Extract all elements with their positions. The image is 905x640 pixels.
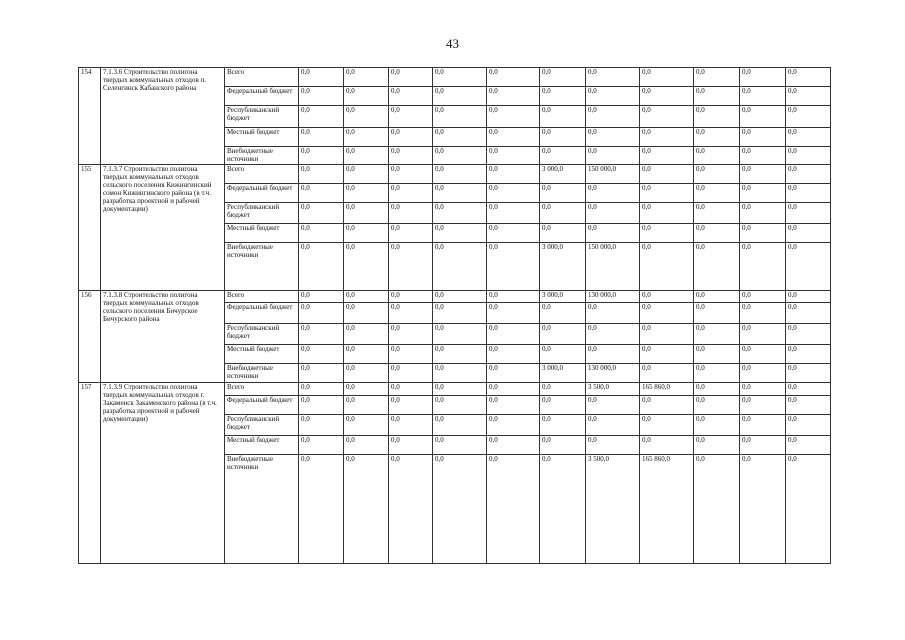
value-cell: 0,0: [586, 224, 640, 243]
value-cell: 0,0: [433, 436, 487, 455]
value-cell: 0,0: [487, 87, 540, 106]
funding-source: Федеральный бюджет: [225, 396, 299, 415]
value-cell: 0,0: [694, 87, 740, 106]
value-cell: 0,0: [740, 303, 786, 324]
value-cell: 0,0: [299, 203, 344, 224]
value-cell: 0,0: [640, 243, 694, 291]
value-cell: 0,0: [740, 324, 786, 345]
value-cell: 0,0: [487, 383, 540, 396]
row-number: 156: [79, 291, 101, 383]
value-cell: 0,0: [640, 345, 694, 364]
measure-title: 7.1.3.8 Строительство полигона твердых коммунальных отходов сельского поселения Бичурское Бичурского района: [101, 291, 225, 383]
value-cell: 0,0: [640, 364, 694, 383]
value-cell: 0,0: [740, 128, 786, 147]
value-cell: 165 860,0: [640, 455, 694, 564]
value-cell: 0,0: [640, 291, 694, 303]
funding-source: Всего: [225, 383, 299, 396]
value-cell: 0,0: [740, 455, 786, 564]
value-cell: 0,0: [344, 455, 389, 564]
value-cell: 0,0: [786, 291, 831, 303]
value-cell: 0,0: [487, 243, 540, 291]
value-cell: 0,0: [740, 68, 786, 87]
value-cell: 0,0: [540, 184, 586, 203]
value-cell: 150 000,0: [586, 243, 640, 291]
value-cell: 0,0: [487, 324, 540, 345]
value-cell: 0,0: [640, 415, 694, 436]
value-cell: 0,0: [694, 396, 740, 415]
value-cell: 0,0: [786, 415, 831, 436]
table-row: [79, 291, 831, 303]
value-cell: 0,0: [487, 106, 540, 128]
value-cell: 0,0: [740, 87, 786, 106]
value-cell: 0,0: [694, 243, 740, 291]
value-cell: 0,0: [740, 415, 786, 436]
funding-source: Внебюджетные источники: [225, 243, 299, 291]
value-cell: 0,0: [694, 415, 740, 436]
value-cell: 150 000,0: [586, 165, 640, 184]
value-cell: 0,0: [540, 396, 586, 415]
value-cell: 0,0: [389, 147, 433, 165]
value-cell: 0,0: [433, 203, 487, 224]
value-cell: 0,0: [299, 68, 344, 87]
value-cell: 0,0: [694, 147, 740, 165]
value-cell: 0,0: [389, 364, 433, 383]
value-cell: 0,0: [694, 128, 740, 147]
value-cell: 3 000,0: [540, 364, 586, 383]
value-cell: 0,0: [640, 68, 694, 87]
value-cell: 0,0: [344, 243, 389, 291]
funding-source: Республиканский бюджет: [225, 324, 299, 345]
value-cell: 0,0: [540, 455, 586, 564]
value-cell: 0,0: [389, 324, 433, 345]
value-cell: 0,0: [299, 184, 344, 203]
value-cell: 0,0: [344, 87, 389, 106]
value-cell: 3 500,0: [586, 455, 640, 564]
value-cell: 0,0: [389, 383, 433, 396]
value-cell: 0,0: [344, 415, 389, 436]
value-cell: 0,0: [640, 303, 694, 324]
value-cell: 130 000,0: [586, 291, 640, 303]
value-cell: 0,0: [389, 165, 433, 184]
value-cell: 0,0: [299, 165, 344, 184]
value-cell: 0,0: [786, 383, 831, 396]
value-cell: 0,0: [586, 415, 640, 436]
value-cell: 0,0: [299, 243, 344, 291]
value-cell: 0,0: [299, 436, 344, 455]
value-cell: 0,0: [740, 383, 786, 396]
funding-source: Внебюджетные источники: [225, 364, 299, 383]
value-cell: 0,0: [640, 87, 694, 106]
value-cell: 0,0: [586, 436, 640, 455]
value-cell: 0,0: [433, 455, 487, 564]
value-cell: 0,0: [433, 243, 487, 291]
value-cell: 0,0: [487, 291, 540, 303]
funding-source: Республиканский бюджет: [225, 203, 299, 224]
value-cell: 0,0: [487, 184, 540, 203]
funding-source: Республиканский бюджет: [225, 415, 299, 436]
value-cell: 0,0: [433, 324, 487, 345]
value-cell: 0,0: [344, 184, 389, 203]
funding-source: Федеральный бюджет: [225, 184, 299, 203]
value-cell: 0,0: [740, 203, 786, 224]
value-cell: 0,0: [344, 396, 389, 415]
value-cell: 0,0: [344, 383, 389, 396]
value-cell: 0,0: [487, 203, 540, 224]
value-cell: 0,0: [433, 415, 487, 436]
value-cell: 0,0: [487, 436, 540, 455]
row-number: 157: [79, 383, 101, 564]
value-cell: 0,0: [586, 184, 640, 203]
value-cell: 0,0: [694, 383, 740, 396]
value-cell: 0,0: [299, 396, 344, 415]
value-cell: 0,0: [433, 291, 487, 303]
funding-source: Внебюджетные источники: [225, 147, 299, 165]
value-cell: 0,0: [586, 396, 640, 415]
value-cell: 0,0: [487, 303, 540, 324]
value-cell: 0,0: [344, 291, 389, 303]
value-cell: 0,0: [344, 436, 389, 455]
value-cell: 3 000,0: [540, 243, 586, 291]
funding-source: Внебюджетные источники: [225, 455, 299, 564]
value-cell: 0,0: [344, 364, 389, 383]
value-cell: 0,0: [694, 324, 740, 345]
value-cell: 0,0: [433, 396, 487, 415]
value-cell: 0,0: [540, 87, 586, 106]
value-cell: 0,0: [299, 147, 344, 165]
value-cell: 0,0: [786, 106, 831, 128]
value-cell: 0,0: [786, 128, 831, 147]
value-cell: 0,0: [344, 68, 389, 87]
value-cell: 0,0: [299, 291, 344, 303]
value-cell: 0,0: [389, 184, 433, 203]
value-cell: 0,0: [694, 106, 740, 128]
value-cell: 0,0: [344, 324, 389, 345]
value-cell: 0,0: [694, 203, 740, 224]
funding-source: Всего: [225, 291, 299, 303]
value-cell: 0,0: [389, 224, 433, 243]
value-cell: 0,0: [540, 415, 586, 436]
value-cell: 0,0: [344, 106, 389, 128]
page-number: 43: [446, 36, 459, 51]
value-cell: 0,0: [389, 455, 433, 564]
value-cell: 0,0: [540, 224, 586, 243]
funding-source: Федеральный бюджет: [225, 303, 299, 324]
value-cell: 0,0: [786, 165, 831, 184]
value-cell: 0,0: [433, 364, 487, 383]
value-cell: 0,0: [299, 324, 344, 345]
value-cell: 0,0: [433, 165, 487, 184]
value-cell: 3 000,0: [540, 165, 586, 184]
value-cell: 0,0: [640, 147, 694, 165]
value-cell: 0,0: [487, 224, 540, 243]
value-cell: 0,0: [694, 345, 740, 364]
value-cell: 0,0: [640, 324, 694, 345]
funding-source: Местный бюджет: [225, 128, 299, 147]
value-cell: 0,0: [694, 165, 740, 184]
value-cell: 130 000,0: [586, 364, 640, 383]
value-cell: 0,0: [433, 345, 487, 364]
value-cell: 0,0: [433, 303, 487, 324]
value-cell: 0,0: [487, 364, 540, 383]
funding-source: Всего: [225, 68, 299, 87]
value-cell: 0,0: [389, 87, 433, 106]
value-cell: 0,0: [389, 396, 433, 415]
value-cell: 0,0: [786, 303, 831, 324]
value-cell: 0,0: [694, 291, 740, 303]
value-cell: 0,0: [586, 106, 640, 128]
value-cell: 0,0: [540, 324, 586, 345]
value-cell: 0,0: [487, 396, 540, 415]
value-cell: 0,0: [786, 87, 831, 106]
value-cell: 0,0: [299, 128, 344, 147]
value-cell: 0,0: [389, 303, 433, 324]
row-number: 154: [79, 68, 101, 165]
value-cell: 0,0: [344, 147, 389, 165]
value-cell: 0,0: [540, 68, 586, 87]
value-cell: 0,0: [540, 345, 586, 364]
value-cell: 0,0: [540, 106, 586, 128]
value-cell: 0,0: [740, 224, 786, 243]
value-cell: 0,0: [586, 345, 640, 364]
value-cell: 0,0: [487, 68, 540, 87]
table-row: [79, 383, 831, 396]
value-cell: 0,0: [586, 87, 640, 106]
value-cell: 0,0: [586, 324, 640, 345]
value-cell: 0,0: [740, 345, 786, 364]
value-cell: 0,0: [299, 364, 344, 383]
funding-source: Республиканский бюджет: [225, 106, 299, 128]
value-cell: 0,0: [786, 436, 831, 455]
value-cell: 0,0: [487, 415, 540, 436]
value-cell: 0,0: [740, 436, 786, 455]
value-cell: 0,0: [740, 184, 786, 203]
funding-source: Местный бюджет: [225, 345, 299, 364]
value-cell: 3 500,0: [586, 383, 640, 396]
value-cell: 0,0: [640, 224, 694, 243]
value-cell: 0,0: [740, 364, 786, 383]
value-cell: 0,0: [740, 106, 786, 128]
value-cell: 0,0: [694, 184, 740, 203]
value-cell: 0,0: [640, 436, 694, 455]
value-cell: 0,0: [786, 224, 831, 243]
value-cell: 0,0: [740, 243, 786, 291]
value-cell: 0,0: [694, 436, 740, 455]
value-cell: 0,0: [540, 303, 586, 324]
funding-source: Всего: [225, 165, 299, 184]
value-cell: 0,0: [299, 87, 344, 106]
measure-title: 7.1.3.6 Строительство полигона твердых коммунальных отходов п. Селенгинск Кабанского района: [101, 68, 225, 165]
value-cell: 0,0: [433, 224, 487, 243]
value-cell: 0,0: [299, 383, 344, 396]
value-cell: 0,0: [586, 147, 640, 165]
value-cell: 0,0: [586, 128, 640, 147]
value-cell: 0,0: [389, 415, 433, 436]
value-cell: 0,0: [344, 224, 389, 243]
value-cell: 0,0: [640, 106, 694, 128]
value-cell: 0,0: [786, 455, 831, 564]
value-cell: 0,0: [740, 165, 786, 184]
table-row: [79, 165, 831, 184]
value-cell: 0,0: [433, 87, 487, 106]
value-cell: 0,0: [344, 303, 389, 324]
value-cell: 0,0: [540, 436, 586, 455]
value-cell: 0,0: [299, 415, 344, 436]
value-cell: 0,0: [389, 68, 433, 87]
value-cell: 0,0: [694, 68, 740, 87]
value-cell: 0,0: [786, 184, 831, 203]
value-cell: 0,0: [786, 324, 831, 345]
value-cell: 0,0: [640, 184, 694, 203]
value-cell: 0,0: [299, 106, 344, 128]
value-cell: 0,0: [740, 147, 786, 165]
value-cell: 0,0: [740, 396, 786, 415]
value-cell: 0,0: [586, 68, 640, 87]
funding-source: Федеральный бюджет: [225, 87, 299, 106]
table-row: [79, 68, 831, 87]
value-cell: 0,0: [433, 147, 487, 165]
value-cell: 0,0: [487, 128, 540, 147]
row-number: 155: [79, 165, 101, 291]
value-cell: 165 860,0: [640, 383, 694, 396]
value-cell: 0,0: [433, 68, 487, 87]
value-cell: 0,0: [586, 303, 640, 324]
value-cell: 0,0: [694, 303, 740, 324]
value-cell: 0,0: [540, 203, 586, 224]
value-cell: 0,0: [640, 203, 694, 224]
value-cell: 0,0: [694, 224, 740, 243]
value-cell: 0,0: [640, 165, 694, 184]
value-cell: 0,0: [389, 436, 433, 455]
value-cell: 0,0: [433, 184, 487, 203]
funding-source: Местный бюджет: [225, 436, 299, 455]
value-cell: 0,0: [433, 383, 487, 396]
value-cell: 0,0: [640, 396, 694, 415]
value-cell: 0,0: [540, 383, 586, 396]
value-cell: 0,0: [433, 128, 487, 147]
value-cell: 0,0: [786, 147, 831, 165]
value-cell: 0,0: [586, 203, 640, 224]
value-cell: 0,0: [487, 455, 540, 564]
value-cell: 0,0: [786, 203, 831, 224]
value-cell: 0,0: [344, 203, 389, 224]
value-cell: 0,0: [487, 147, 540, 165]
value-cell: 0,0: [433, 106, 487, 128]
measure-title: 7.1.3.7 Строительство полигона твердых коммунальных отходов сельского поселения Кижингинский сомон Кижингинского района (в т.ч. разработка проектной и рабочей документации): [101, 165, 225, 291]
budget-table: [78, 67, 831, 564]
value-cell: 0,0: [389, 128, 433, 147]
value-cell: 0,0: [640, 128, 694, 147]
value-cell: 0,0: [299, 345, 344, 364]
value-cell: 0,0: [487, 345, 540, 364]
value-cell: 0,0: [344, 165, 389, 184]
funding-source: Местный бюджет: [225, 224, 299, 243]
value-cell: 0,0: [299, 455, 344, 564]
value-cell: 0,0: [299, 303, 344, 324]
value-cell: 0,0: [389, 345, 433, 364]
value-cell: 3 000,0: [540, 291, 586, 303]
value-cell: 0,0: [540, 147, 586, 165]
value-cell: 0,0: [299, 224, 344, 243]
value-cell: 0,0: [694, 455, 740, 564]
value-cell: 0,0: [389, 243, 433, 291]
value-cell: 0,0: [786, 396, 831, 415]
value-cell: 0,0: [540, 128, 586, 147]
value-cell: 0,0: [389, 291, 433, 303]
value-cell: 0,0: [740, 291, 786, 303]
value-cell: 0,0: [786, 243, 831, 291]
value-cell: 0,0: [389, 106, 433, 128]
value-cell: 0,0: [786, 68, 831, 87]
value-cell: 0,0: [786, 364, 831, 383]
value-cell: 0,0: [389, 203, 433, 224]
value-cell: 0,0: [344, 345, 389, 364]
value-cell: 0,0: [694, 364, 740, 383]
value-cell: 0,0: [786, 345, 831, 364]
value-cell: 0,0: [487, 165, 540, 184]
measure-title: 7.1.3.9 Строительство полигона твердых коммунальных отходов г. Закаменск Закаменского района (в т.ч. разработка проектной и рабочей документации): [101, 383, 225, 564]
value-cell: 0,0: [344, 128, 389, 147]
